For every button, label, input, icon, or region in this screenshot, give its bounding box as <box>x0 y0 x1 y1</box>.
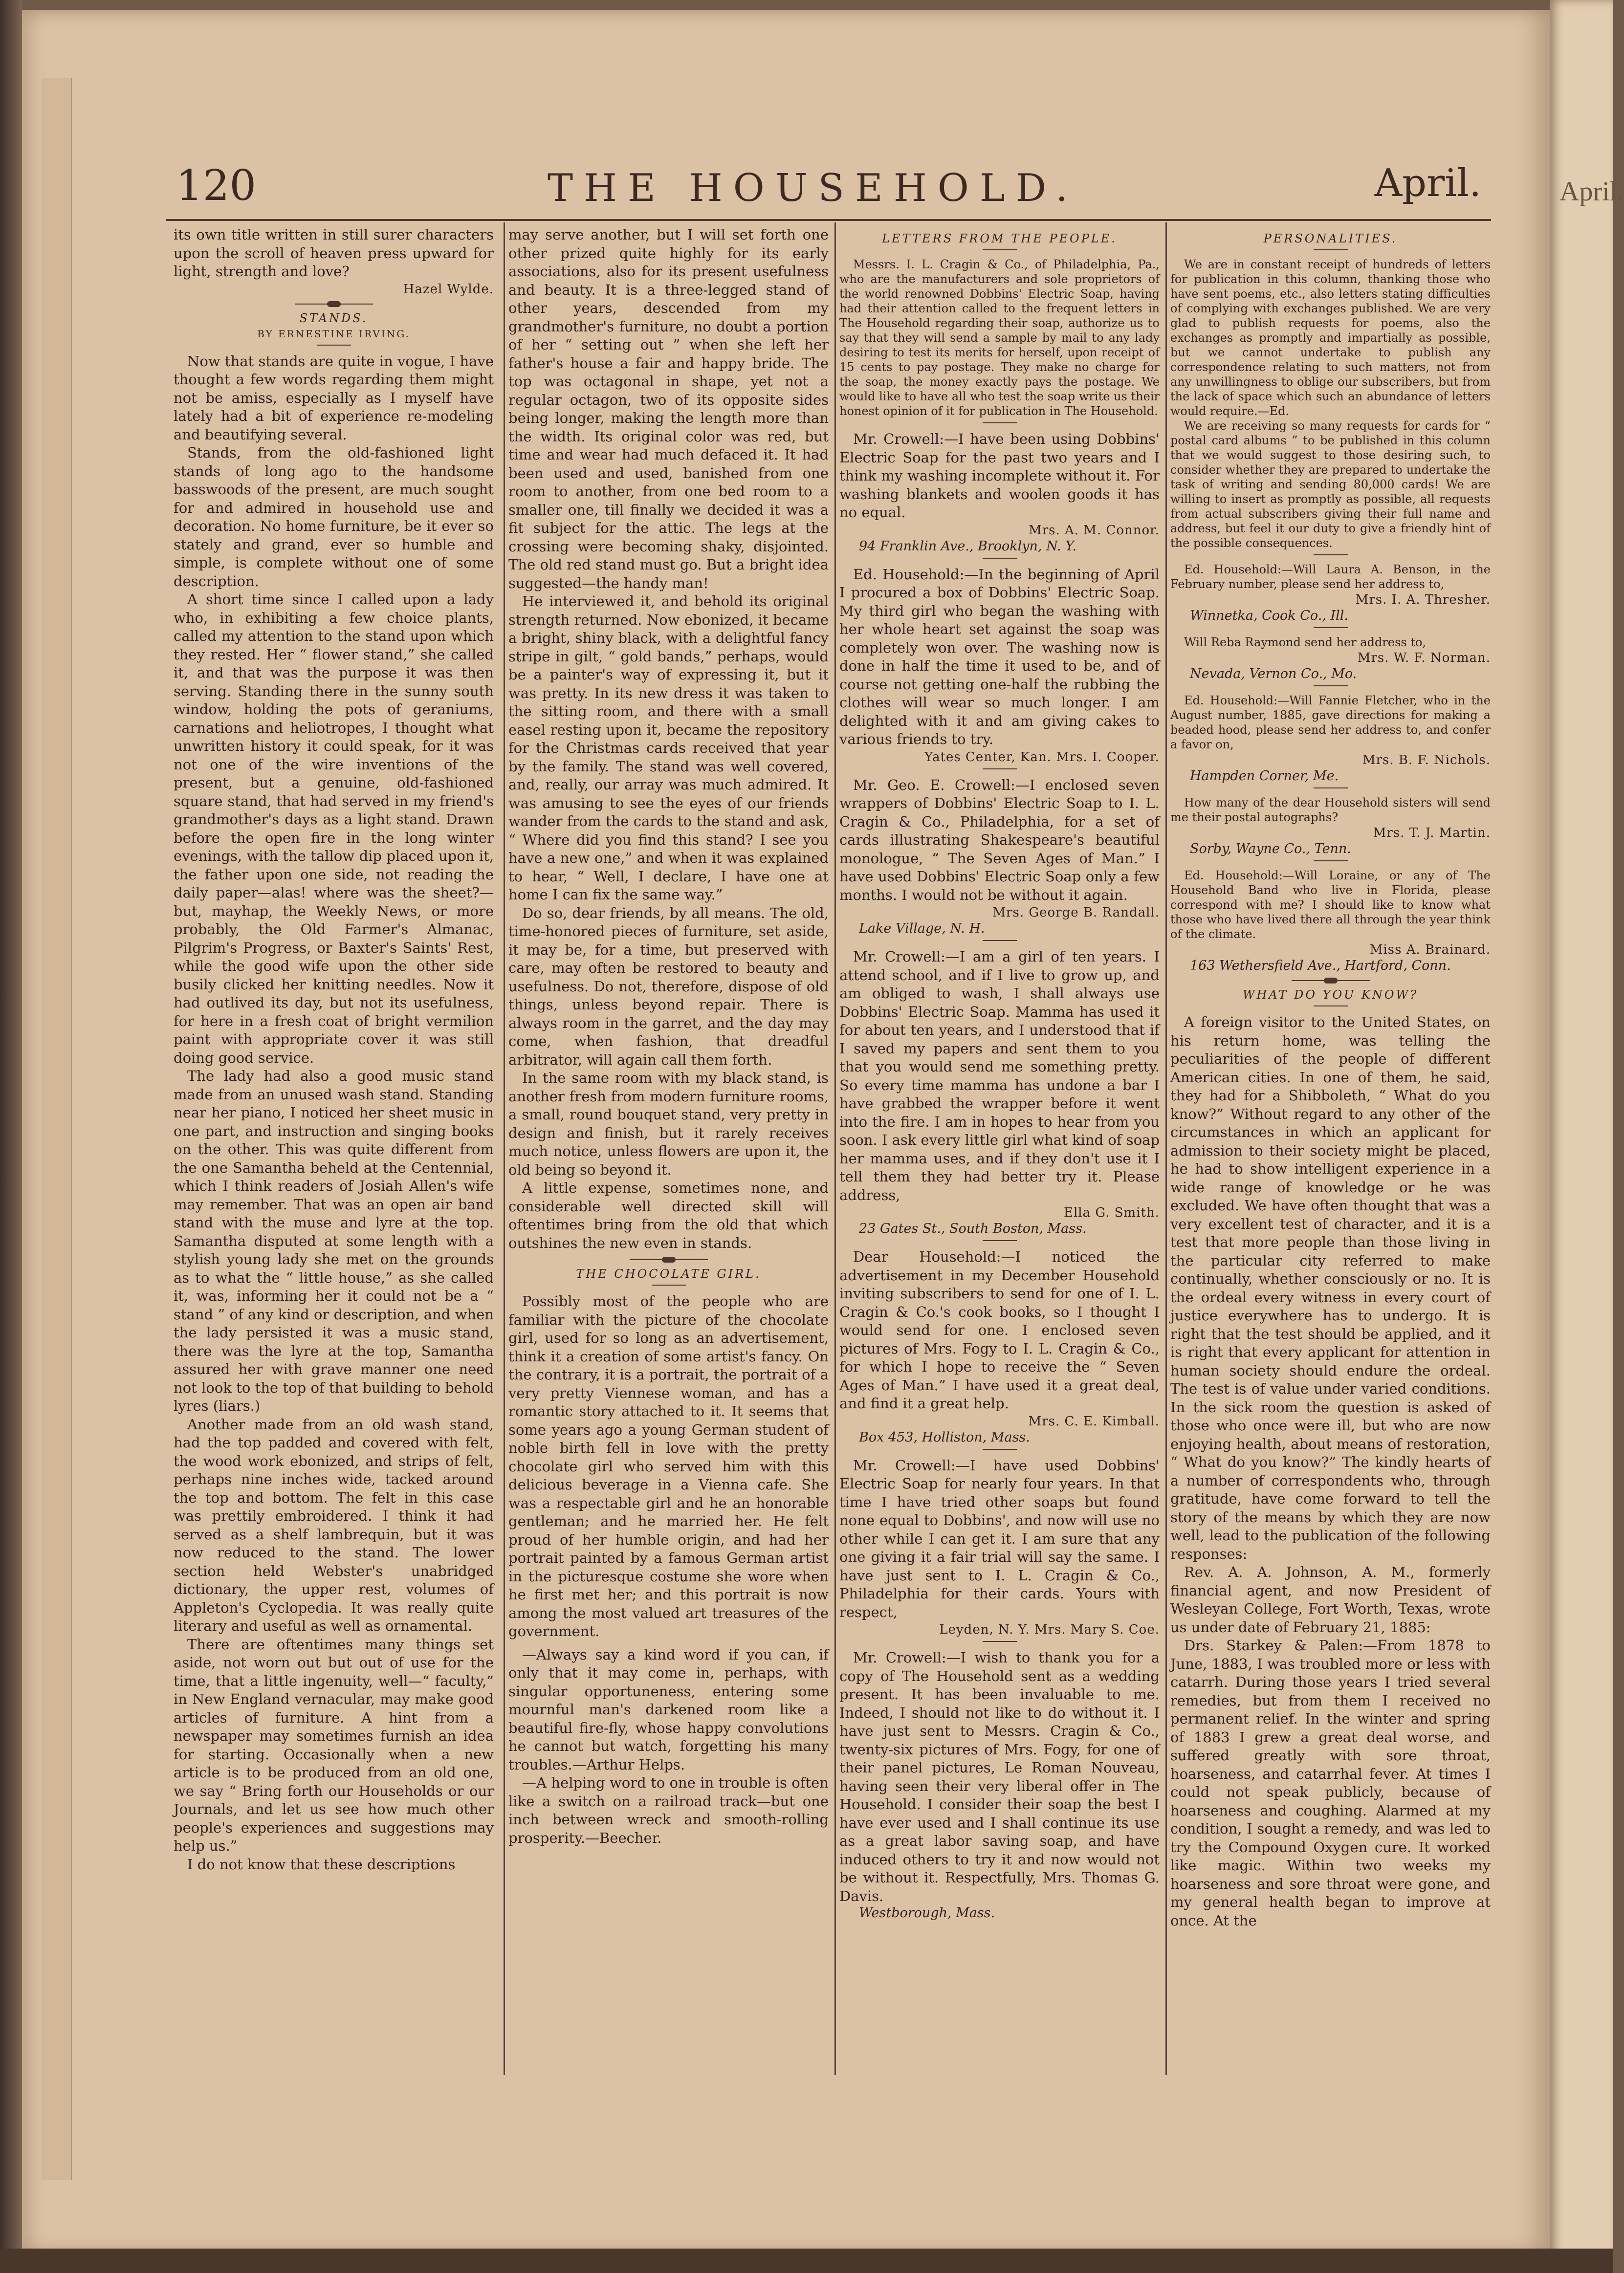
paragraph: Rev. A. A. Johnson, A. M., formerly financial agent, and now President of Wesleyan College, Fort Worth, Texas, wrote us under date of February 21, 1885: <box>1170 1564 1491 1636</box>
letter: Mr. Crowell:—I have been using Dobbins' Electric Soap for the past two years and I think my washing incomplete without it. For washing blankets and woolen goods it has no equal. <box>839 431 1160 521</box>
header-rule <box>166 219 1491 221</box>
request: Will Reba Raymond send her address to, <box>1184 635 1426 649</box>
signature: Ella G. Smith. <box>1064 1205 1160 1220</box>
adjacent-page-edge <box>1550 0 1624 2273</box>
paragraph: A short time since I called upon a lady who, in exhibiting a few choice plants, called my attention to the stand upon which they rested. Her “ flower stand,” she called it, and that was the purpose it was then serving. Standing there in the sunny south window, holding the pots of geraniums, carnations and heliotropes, I thought what unwritten history it could speak, for it was not one of the wire inventions of the present, but a genuine, old-fashioned square stand, that had served in my friend's grandmother's days as a light stand. Drawn before the open fire in the long winter evenings, with the tallow dip placed upon it, the father upon one side, not reading the daily paper—alas! where was the sheet?—but, mayhap, the Weekly News, or more probably, the Old Farmer's Almanac, Pilgrim's Progress, or Baxter's Saints' Rest, while the good wife upon the other side busily clicked her knitting needles. Now it had outlived its day, but not its usefulness, for here in a fresh coat of bright vermilion paint with appropriate cover it was still doing good service. <box>174 591 494 1066</box>
short-rule <box>983 940 1017 941</box>
address: Hampden Corner, Me. <box>1190 768 1339 784</box>
paragraph: Possibly most of the people who are familiar with the picture of the chocolate girl, used for so long as an advertisement, think it a creation of some artist's fancy. On the contrary, it is a portrait, the portrait of a very pretty Viennese woman, and has a romantic story attached to it. It seems that some years ago a young German student of noble birth fell in love with the pretty chocolate girl who served him with this delicious beverage in a Vienna cafe. She was a respectable girl and he an honorable gentleman; and he married her. He felt proud of her humble origin, and had her portrait painted by a famous German artist in the picturesque costume she wore when he first met her; and this portrait is now among the most valued art treasures of the government. <box>508 1293 829 1639</box>
column-divider <box>834 222 836 2075</box>
ornament-divider <box>630 1259 708 1260</box>
address: Westborough, Mass. <box>859 1905 995 1921</box>
address: Sorby, Wayne Co., Tenn. <box>1190 841 1351 856</box>
short-rule <box>652 1285 686 1286</box>
short-rule <box>1314 685 1348 686</box>
column-1 <box>174 226 494 2074</box>
request: Ed. Household:—Will Loraine, or any of The Household Band who live in Florida, please correspond with me? I should like to know what those who have lived there all through the year think of the climate. <box>1170 869 1491 941</box>
paragraph: Drs. Starkey & Palen:—From 1878 to June, 1883, I was troubled more or less with catarrh. During those years I tried several remedies, but from them I received no permanent relief. In the winter and spring of 1883 I grew a great deal worse, and suffered greatly with sore throat, hoarseness, and catarrhal fever. At times I could not speak publicly, because of hoarseness and coughing. Alarmed at my condition, I sought a remedy, and was led to try the Compound Oxygen cure. It worked like magic. Within two weeks my hoarseness and sore throat were gone, and my general health began to improve at once. At the <box>1170 1637 1491 1929</box>
article-title-stands: STANDS. <box>299 311 368 325</box>
page-header <box>147 161 1481 220</box>
letter: Mr. Crowell:—I am a girl of ten years. I attend school, and if I live to grow up, and am obliged to wash, I shall always use Dobbins' Electric Soap. Mamma has used it for about ten years, and I understood that if I saved my papers and sent them to you that you would send me something pretty. So every time mamma has undone a bar I have grabbed the wrapper before it went into the fire. I am in hopes to hear from you soon. I ask every little girl what kind of soap her mamma uses, and if they don't use it I tell them they had better try it. Please address, <box>839 948 1160 1203</box>
book-binding-edge <box>0 0 22 2273</box>
signature: Mrs. B. F. Nichols. <box>1362 753 1491 767</box>
article-title-what-do-you-know: WHAT DO YOU KNOW? <box>1242 988 1419 1002</box>
signature: Miss A. Brainard. <box>1369 942 1491 957</box>
short-rule <box>1314 627 1348 628</box>
column-divider <box>1165 222 1167 2075</box>
column-divider <box>504 222 505 2075</box>
address: Winnetka, Cook Co., Ill. <box>1190 608 1348 623</box>
address: 23 Gates St., South Boston, Mass. <box>859 1221 1087 1236</box>
paragraph: Now that stands are quite in vogue, I have thought a few words regarding them might not be amiss, especially as I myself have lately had a bit of experience re-modeling and beautifying several. <box>174 352 494 443</box>
page-number: 120 <box>176 161 257 210</box>
page-gutter <box>42 78 72 2180</box>
section-title-letters: LETTERS FROM THE PEOPLE. <box>882 232 1117 245</box>
adjacent-page-heading: April. <box>1559 176 1624 207</box>
column-3 <box>839 226 1160 2074</box>
address: Box 453, Holliston, Mass. <box>859 1429 1030 1445</box>
paragraph: Do so, dear friends, by all means. The old, time-honored pieces of furniture, set aside, it may be, for a time, but preserved with care, may often be restored to beauty and usefulness. Do not, therefore, dispose of old things, unless beyond repair. There is always room in the garret, and the day may come, when fashion, that dreadful arbitrator, will again call them forth. <box>508 904 829 1068</box>
short-rule <box>1314 860 1348 861</box>
page-title: THE HOUSEHOLD. <box>548 166 1079 210</box>
poem-ending: its own title written in still surer characters upon the scroll of heaven press upward for light, strength and love? <box>174 226 494 280</box>
short-rule <box>1314 1005 1348 1006</box>
letter: Mr. Crowell:—I have used Dobbins' Electric Soap for nearly four years. In that time I have tried other soaps but found none equal to Dobbins', and now will use no other while I can get it. I am sure that any one giving it a fair trial will say the same. I have just sent to I. L. Cragin & Co., Philadelphia for their cards. Yours with respect, <box>839 1457 1160 1620</box>
address: Lake Village, N. H. <box>859 921 985 936</box>
signature: Mrs. T. J. Martin. <box>1373 826 1491 840</box>
address: 163 Wethersfield Ave., Hartford, Conn. <box>1190 958 1451 973</box>
letter: Dear Household:—I noticed the advertisement in my December Household inviting subscribers to send for one of I. L. Cragin & Co.'s cook books, so I thought I would send for one. I enclosed seven pictures of Mrs. Fogy to I. L. Cragin & Co., for which I hope to receive the “ Seven Ages of Man.” I have used it a great deal, and find it a great help. <box>839 1248 1160 1412</box>
paragraph: Another made from an old wash stand, had the top padded and covered with felt, the wood work ebonized, and strips of felt, perhaps nine inches wide, tacked around the top and bottom. The felt in this case was prettily embroidered. I think it had served as a shelf lambrequin, but it was now reduced to the stand. The lower section held Webster's unabridged dictionary, the upper rest, volumes of Appleton's Cyclopedia. It was really quite literary and useful as well as ornamental. <box>174 1416 494 1634</box>
article-title-chocolate-girl: THE CHOCOLATE GIRL. <box>576 1267 761 1281</box>
paragraph: —Always say a kind word if you can, if only that it may come in, perhaps, with singular opportuneness, entering some mournful man's darkened room like a beautiful fire-fly, whose happy convolutions he cannot but watch, forgetting his many troubles.—Arthur Helps. <box>508 1646 829 1773</box>
short-rule <box>983 768 1017 769</box>
paragraph: Stands, from the old-fashioned light stands of long ago to the handsome basswoods of the present, are much sought for and admired in household use and decoration. No home furniture, be it ever so stately and grand, ever so humble and simple, is complete without one of some description. <box>174 444 494 590</box>
paragraph: There are oftentimes many things set aside, not worn out but out of use for the time, that a little ingenuity, well—“ faculty,” in New England vernacular, may make good articles of furniture. A hint from a newspaper may sometimes furnish an idea for starting. Occasionally when a new article is to be produced from an old one, we say “ Bring forth our Households or our Journals, and let us see how much other people's experiences and suggestions may help us.” <box>174 1636 494 1854</box>
short-rule <box>317 345 351 346</box>
column-2 <box>508 226 829 2074</box>
request: How many of the dear Household sisters will send me their postal autographs? <box>1170 796 1491 824</box>
article-byline: BY ERNESTINE IRVING. <box>257 328 410 340</box>
signature: Yates Center, Kan. Mrs. I. Cooper. <box>924 749 1160 765</box>
paragraph: The lady had also a good music stand made from an unused wash stand. Standing near her piano, I noticed her sheet music in one part, and instruction and singing books on the other. This was quite different from the one Samantha beheld at the Centennial, which I think readers of Josiah Allen's wife may remember. That was an open air band stand with the muse and lyre at the top. Samantha disputed at some length with a stylish young lady she met on the grounds as to what the “ little house,” as she called it, was, informing her it could not be a “ stand ” of any kind or description, and when the lady persisted it was a music stand, there was the lyre at the top, Samantha assured her with grave manner one need not look to the top of that building to behold lyres (liars.) <box>174 1068 494 1414</box>
notice-paragraph: We are receiving so many requests for cards for “ postal card albums ” to be published in this column that we would suggest to those desiring such, to consider whether they are prepared to undertake the task of writing and sending 80,000 cards! We are willing to insert as promptly as possible, all requests from actual subscribers giving their full name and address, but feel it our duty to give a friendly hint of the possible consequences. <box>1170 419 1491 550</box>
signature: Mrs. W. F. Norman. <box>1357 651 1491 665</box>
signature: Hazel Wylde. <box>403 282 494 297</box>
notice-paragraph: Messrs. I. L. Cragin & Co., of Philadelphia, Pa., who are the manufacturers and sole proprietors of the world renowned Dobbins' Electric Soap, having had their attention called to the frequent letters in The Household regarding their soap, authorize us to say that they will send a sample by mail to any lady desiring to test its merits for herself, upon receipt of 15 cents to pay postage. They make no charge for the soap, the money exactly pays the postage. We would like to have all who test the soap write us their honest opinion of it for publication in The Household. <box>839 258 1160 418</box>
paragraph: I do not know that these descriptions <box>187 1856 456 1873</box>
short-rule <box>983 558 1017 559</box>
column-4 <box>1170 226 1491 2074</box>
notice-paragraph: We are in constant receipt of hundreds of letters for publication in this column, thanking those who have sent poems, etc., also letters stating difficulties of complying with exchanges published. We are very glad to publish requests for poems, also the exchanges as promptly and impartially as possible, but we cannot undertake to publish any correspondence relating to such matters, not from any unwillingness to oblige our subscribers, but from the lack of space which such an abundance of letters would require.—Ed. <box>1170 258 1491 418</box>
signature: Mrs. A. M. Connor. <box>1029 523 1160 538</box>
signature: Leyden, N. Y. Mrs. Mary S. Coe. <box>939 1622 1160 1637</box>
request: Ed. Household:—Will Laura A. Benson, in the February number, please send her address to, <box>1170 563 1491 591</box>
paragraph: A little expense, sometimes none, and considerable well directed skill will oftentimes bring from the old that which outshines the new even in stands. <box>508 1180 829 1251</box>
letter: Mr. Geo. E. Crowell:—I enclosed seven wrappers of Dobbins' Electric Soap to I. L. Cragin & Co., Philadelphia, for a set of cards illustrating Shakespeare's beautiful monologue, “ The Seven Ages of Man.” I have used Dobbins' Electric Soap only a few months. I would not be without it again. <box>839 776 1160 903</box>
short-rule <box>983 422 1017 423</box>
address: Nevada, Vernon Co., Mo. <box>1190 666 1357 681</box>
address: 94 Franklin Ave., Brooklyn, N. Y. <box>859 538 1077 554</box>
paragraph: In the same room with my black stand, is another fresh from modern furniture rooms, a small, round bouquet stand, very pretty in design and finish, but it rarely receives much notice, unless flowers are upon it, the old being so beyond it. <box>508 1070 829 1178</box>
section-title-personalities: PERSONALITIES. <box>1263 232 1398 245</box>
letter: Ed. Household:—In the beginning of April I procured a box of Dobbins' Electric Soap. My third girl who began the washing with her whole heart set against the soap was completely won over. The washing now is done in half the time it used to be, and of course not getting one-half the rubbing the clothes will wear so much longer. I am delighted with it and am giving cakes to various friends to try. <box>839 566 1160 747</box>
page-month: April. <box>1374 161 1481 205</box>
short-rule <box>983 1641 1017 1642</box>
signature: Mrs. George B. Randall. <box>992 905 1160 920</box>
short-rule <box>983 249 1017 250</box>
short-rule <box>983 1449 1017 1450</box>
short-rule <box>1314 554 1348 555</box>
book-bottom-edge <box>0 2249 1613 2273</box>
paragraph: He interviewed it, and behold its original strength returned. Now ebonized, it became a bright, shiny black, with a delightful fancy stripe in gilt, “ gold bands,” perhaps, would be a painter's way of expressing it, but it was pretty. In its new dress it was taken to the sitting room, and there with a small easel resting upon it, became the repository for the Christmas cards received that year by the family. The stand was well covered, and, really, our array was much admired. It was amusing to see the eyes of our friends wander from the cards to the stand and ask, “ Where did you find this stand? I see you have a new one,” and when it was explained to hear, “ Well, I declare, I have one at home I can fix the same way.” <box>508 593 829 903</box>
ornament-divider <box>295 304 373 305</box>
paragraph: may serve another, but I will set forth one other prized quite highly for its early associations, also for its present usefulness and beauty. It is a three-legged stand of other years, descended from my grandmother's furniture, no doubt a portion of her “ setting out ” when she left her father's house a fair and happy bride. The top was octagonal in shape, yet not a regular octagon, two of its opposite sides being longer, making the length more than the width. Its original color was red, but time and wear had much defaced it. It had been used and used, banished from one room to another, from one bed room to a smaller one, till finally we decided it was a fit subject for the attic. The legs at the crossing were becoming shaky, disjointed. The old red stand must go. But a bright idea suggested—the handy man! <box>508 226 829 591</box>
short-rule <box>1314 249 1348 250</box>
signature: Mrs. I. A. Thresher. <box>1355 592 1491 607</box>
signature: Mrs. C. E. Kimball. <box>1028 1414 1160 1429</box>
ornament-divider <box>1292 980 1370 981</box>
paragraph: —A helping word to one in trouble is often like a switch on a railroad track—but one inch between wreck and smooth-rolling prosperity.—Beecher. <box>508 1774 829 1846</box>
short-rule <box>1314 787 1348 788</box>
letter: Mr. Crowell:—I wish to thank you for a copy of The Household sent as a wedding present. It has been invaluable to me. Indeed, I should not like to do without it. I have just sent to Messrs. Cragin & Co., twenty-six pictures of Mrs. Fogy, for one of their panel pictures, Le Roman Nouveau, having seen their very liberal offer in The Household. I consider their soap the best I have ever used and I shall continue its use as a great labor saving soap, and have induced others to try it and now would not be without it. Respectfully, Mrs. Thomas G. Davis. <box>839 1649 1160 1904</box>
paragraph: A foreign visitor to the United States, on his return home, was telling the peculiarities of the people of different American cities. In one of them, he said, they had for a Shibboleth, “ What do you know?” Without regard to any other of the circumstances in which an applicant for admission to their society might be placed, he had to show intelligent experience in a wide range of knowledge or he was excluded. We have often thought that was a very excellent test of character, and it is a test that more people than those living in the particular city referred to make continually, whether consciously or no. It is the ordeal every witness in every court of justice everywhere has to undergo. It is right that the test should be applied, and it is right that every applicant for attention in human society should endure the ordeal. The test is of value under varied conditions. In the sick room the question is asked of those who once were ill, but who are now enjoying health, about means of restoration, “ What do you know?” The kindly hearts of a number of correspondents who, through gratitude, have come forward to tell the story of the means by which they are now well, lead to the publication of the following responses: <box>1170 1014 1491 1562</box>
short-rule <box>983 1240 1017 1241</box>
request: Ed. Household:—Will Fannie Fletcher, who in the August number, 1885, gave directions for making a beaded hood, please send her address to, and confer a favor on, <box>1170 694 1491 751</box>
